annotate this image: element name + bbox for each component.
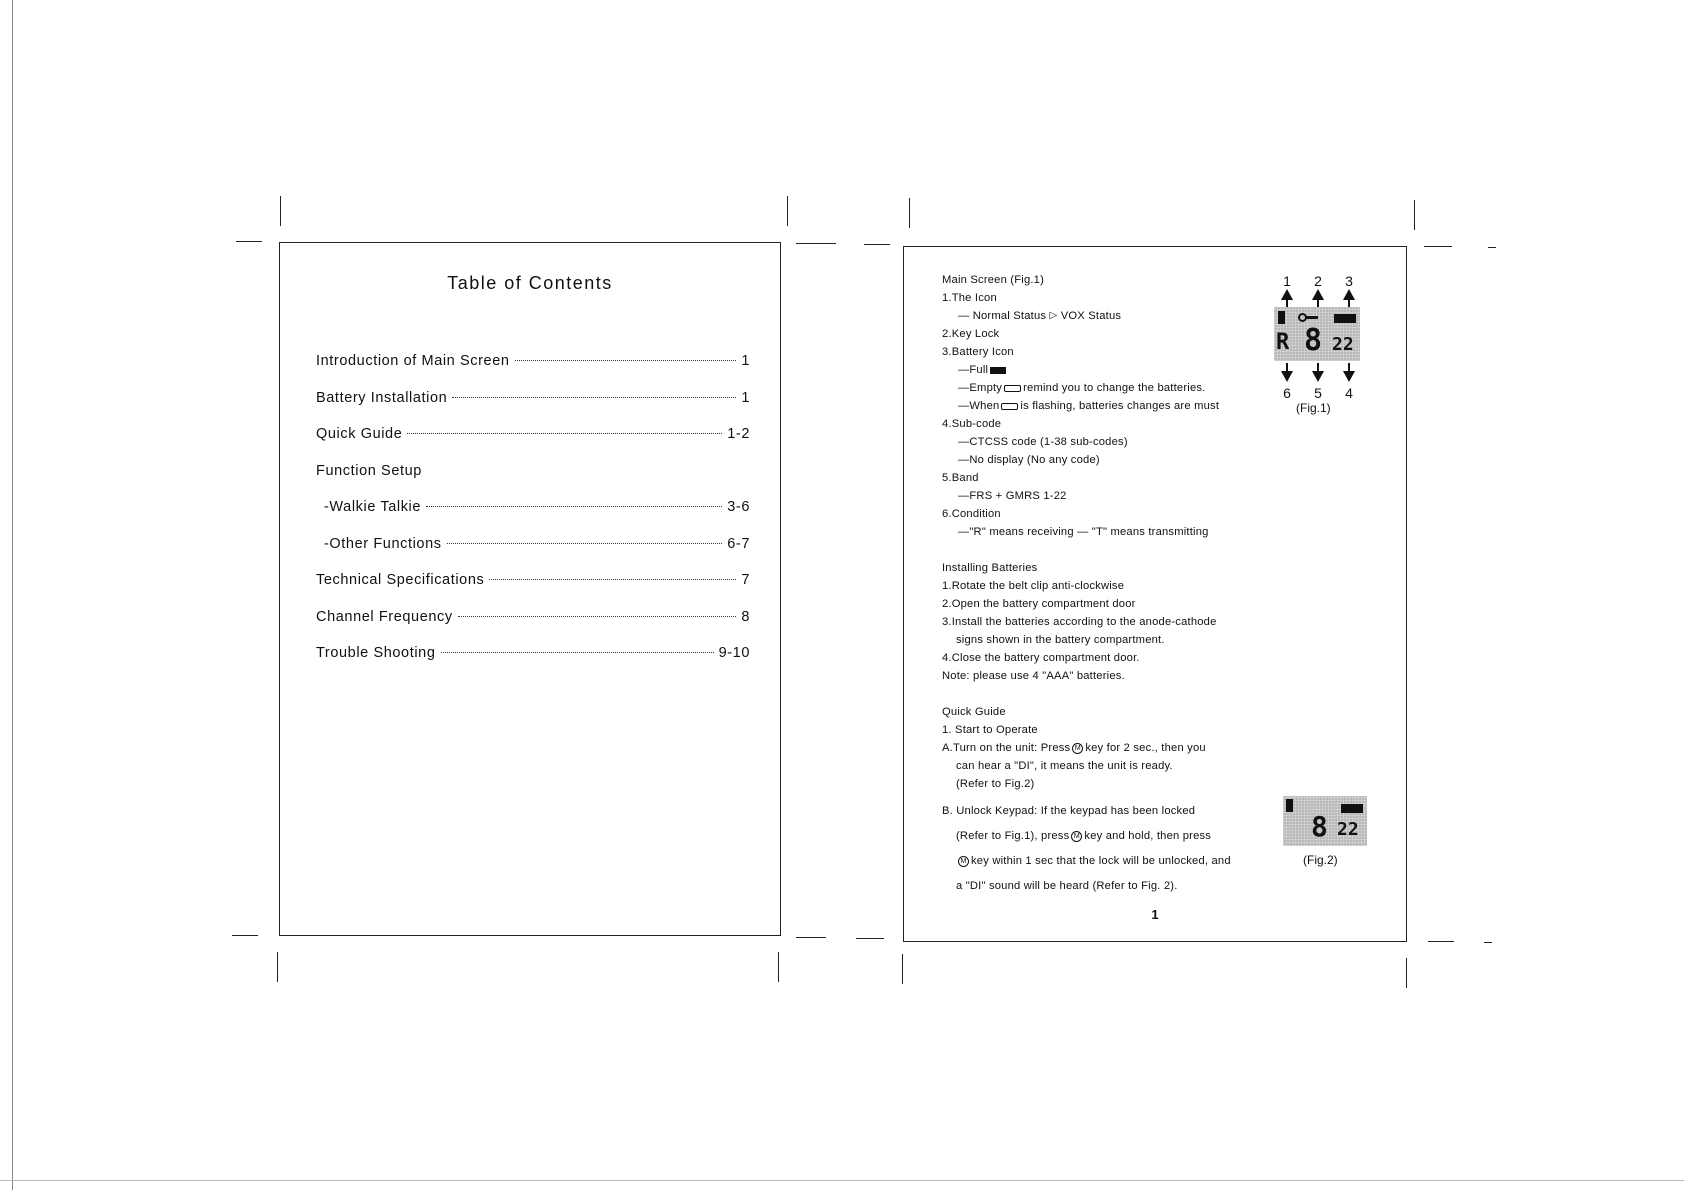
list-item: —"R" means receiving — "T" means transmitting [958, 526, 1209, 538]
list-item: 3.Battery Icon [942, 346, 1014, 358]
page-number: 1 [1151, 907, 1159, 922]
toc-entry-label: -Other Functions [324, 536, 442, 552]
crop-mark [902, 954, 903, 984]
crop-mark [1414, 200, 1415, 230]
arrow-stem [1286, 363, 1288, 371]
crop-mark [856, 938, 884, 939]
list-item: 3.Install the batteries according to the anode-cathode [942, 616, 1217, 628]
list-item: 5.Band [942, 472, 979, 484]
icon-vox-text: VOX Status [1060, 310, 1122, 322]
toc-entry-label: Introduction of Main Screen [316, 353, 510, 369]
lock-key-icon: M [1071, 831, 1082, 842]
figure-1 [1276, 273, 1380, 423]
battery-full-icon [1334, 314, 1356, 323]
crop-mark [236, 241, 262, 242]
quick-b-text-3: key within 1 sec that the lock will be unlocked, and [971, 855, 1231, 867]
fig1-label: 4 [1345, 385, 1353, 401]
crop-mark [787, 196, 788, 226]
list-item [942, 824, 1274, 849]
list-item: 1.Rotate the belt clip anti-clockwise [942, 580, 1125, 592]
fig1-label: 6 [1283, 385, 1291, 401]
list-item: 1. Start to Operate [942, 724, 1038, 736]
toc-leader-dots [426, 506, 722, 507]
crop-mark [1428, 941, 1454, 942]
page-body [942, 271, 1274, 899]
toc-entry-label: Technical Specifications [316, 572, 485, 588]
arrow-stem [1286, 299, 1288, 307]
list-item: can hear a "DI", it means the unit is ready. [956, 760, 1173, 772]
radio-status-icon [1286, 799, 1293, 812]
battery-empty-icon [1004, 385, 1021, 392]
toc-title: Table of Contents [447, 273, 613, 293]
list-item: —No display (No any code) [958, 454, 1100, 466]
crop-mark [1484, 942, 1492, 943]
toc-entry-label: Battery Installation [316, 390, 448, 406]
toc-leader-dots [441, 652, 714, 653]
arrow-stem [1348, 299, 1350, 307]
scan-edge-line [12, 0, 13, 1190]
crop-mark [280, 196, 281, 226]
toc-entry[interactable] [316, 609, 750, 625]
crop-mark [796, 937, 826, 938]
lcd-subcode: 22 [1337, 819, 1359, 840]
toc-entry[interactable] [324, 499, 750, 515]
ptt-key-icon: M [958, 856, 969, 867]
arrow-down-icon [1343, 371, 1355, 382]
toc-entry-page: 3-6 [727, 499, 750, 515]
crop-mark [778, 952, 779, 982]
toc-leader-dots [515, 360, 737, 361]
toc-leader-dots [489, 579, 736, 580]
fig1-label: 1 [1283, 273, 1291, 289]
toc-entry-page: 1 [741, 390, 750, 406]
crop-mark [1406, 958, 1407, 988]
fig1-label: 3 [1345, 273, 1353, 289]
battery-when-desc: is flashing, batteries changes are must [1020, 400, 1220, 412]
crop-mark [796, 243, 836, 244]
list-item [942, 307, 1274, 325]
toc-entry[interactable] [316, 390, 750, 406]
radio-status-icon [1278, 311, 1285, 324]
list-item: —CTCSS code (1-38 sub-codes) [958, 436, 1128, 448]
power-key-icon: M [1072, 743, 1083, 754]
toc-entry-label: -Walkie Talkie [324, 499, 422, 515]
key-lock-icon-shaft [1306, 316, 1318, 319]
note: Note: please use 4 "AAA" batteries. [942, 670, 1125, 682]
list-item: (Refer to Fig.2) [956, 778, 1035, 790]
toc-entry-page: 9-10 [718, 645, 750, 661]
section-heading: Main Screen (Fig.1) [942, 274, 1045, 286]
list-item [942, 739, 1274, 757]
lcd-condition: R [1276, 330, 1290, 355]
arrow-down-icon [1281, 371, 1293, 382]
section-heading: Installing Batteries [942, 562, 1038, 574]
scan-edge-line [0, 1180, 1684, 1181]
vox-icon: ▷ [1049, 310, 1058, 322]
toc-entry-label: Trouble Shooting [316, 645, 436, 661]
battery-empty-icon [1001, 403, 1018, 410]
battery-full-icon [990, 367, 1006, 374]
toc-entry-label: Function Setup [316, 463, 422, 479]
arrow-stem [1317, 363, 1319, 371]
list-item: a "DI" sound will be heard (Refer to Fig. 2). [956, 880, 1178, 892]
list-item: 4.Close the battery compartment door. [942, 652, 1140, 664]
crop-mark [909, 198, 910, 228]
toc-entry-label: Quick Guide [316, 426, 403, 442]
figure-caption: (Fig.2) [1303, 853, 1338, 867]
toc-entry[interactable] [316, 572, 750, 588]
quick-b-text: (Refer to Fig.1), press [956, 830, 1070, 842]
list-item: 1.The Icon [942, 292, 997, 304]
toc-leader-dots [447, 543, 723, 544]
toc-entry[interactable] [316, 645, 750, 661]
list-item [942, 849, 1274, 874]
arrow-down-icon [1312, 371, 1324, 382]
list-item: —FRS + GMRS 1-22 [958, 490, 1067, 502]
section-heading: Quick Guide [942, 706, 1006, 718]
list-item: B. Unlock Keypad: If the keypad has been locked [942, 805, 1196, 817]
list-item: 6.Condition [942, 508, 1001, 520]
toc-entry-page: 7 [741, 572, 750, 588]
toc-entry-page: 8 [741, 609, 750, 625]
arrow-stem [1348, 363, 1350, 371]
quick-a-text-2: key for 2 sec., then you [1085, 742, 1206, 754]
lcd-channel: 8 [1311, 810, 1328, 843]
toc-entry-page: 1-2 [727, 426, 750, 442]
list-item [942, 379, 1274, 397]
list-item: 2.Open the battery compartment door [942, 598, 1136, 610]
toc-page [279, 242, 781, 936]
quick-a-text: A.Turn on the unit: Press [942, 742, 1071, 754]
toc-entry[interactable] [316, 353, 750, 369]
battery-when-text: —When [958, 400, 1000, 412]
fig1-label: 5 [1314, 385, 1322, 401]
battery-full-icon [1341, 804, 1363, 813]
battery-full-text: —Full [958, 364, 989, 376]
lcd-channel: 8 [1304, 323, 1323, 358]
crop-mark [864, 244, 890, 245]
battery-empty-text: —Empty [958, 382, 1003, 394]
battery-empty-desc: remind you to change the batteries. [1023, 382, 1206, 394]
toc-entry-label: Channel Frequency [316, 609, 453, 625]
toc-entry-page: 1 [741, 353, 750, 369]
lcd-display [1274, 307, 1360, 361]
crop-mark [1424, 246, 1452, 247]
manual-page-1 [903, 246, 1407, 942]
list-item [942, 361, 1274, 379]
arrow-stem [1317, 299, 1319, 307]
crop-mark [1488, 247, 1496, 248]
fig1-label: 2 [1314, 273, 1322, 289]
lcd-subcode: 22 [1332, 334, 1354, 355]
toc-entry[interactable] [316, 426, 750, 442]
crop-mark [232, 935, 258, 936]
list-item [942, 397, 1274, 415]
icon-normal-text: — Normal Status [958, 310, 1047, 322]
figure-caption: (Fig.1) [1296, 401, 1331, 415]
toc-leader-dots [458, 616, 737, 617]
list-item: signs shown in the battery compartment. [956, 634, 1165, 646]
toc-entry[interactable] [316, 463, 750, 479]
toc-leader-dots [452, 397, 736, 398]
list-item: 2.Key Lock [942, 328, 1000, 340]
toc-leader-dots [407, 433, 722, 434]
toc-entry[interactable] [324, 536, 750, 552]
list-item: 4.Sub-code [942, 418, 1002, 430]
figure-2-lcd [1283, 796, 1367, 846]
quick-b-text-2: key and hold, then press [1084, 830, 1212, 842]
crop-mark [277, 952, 278, 982]
toc-entry-page: 6-7 [727, 536, 750, 552]
